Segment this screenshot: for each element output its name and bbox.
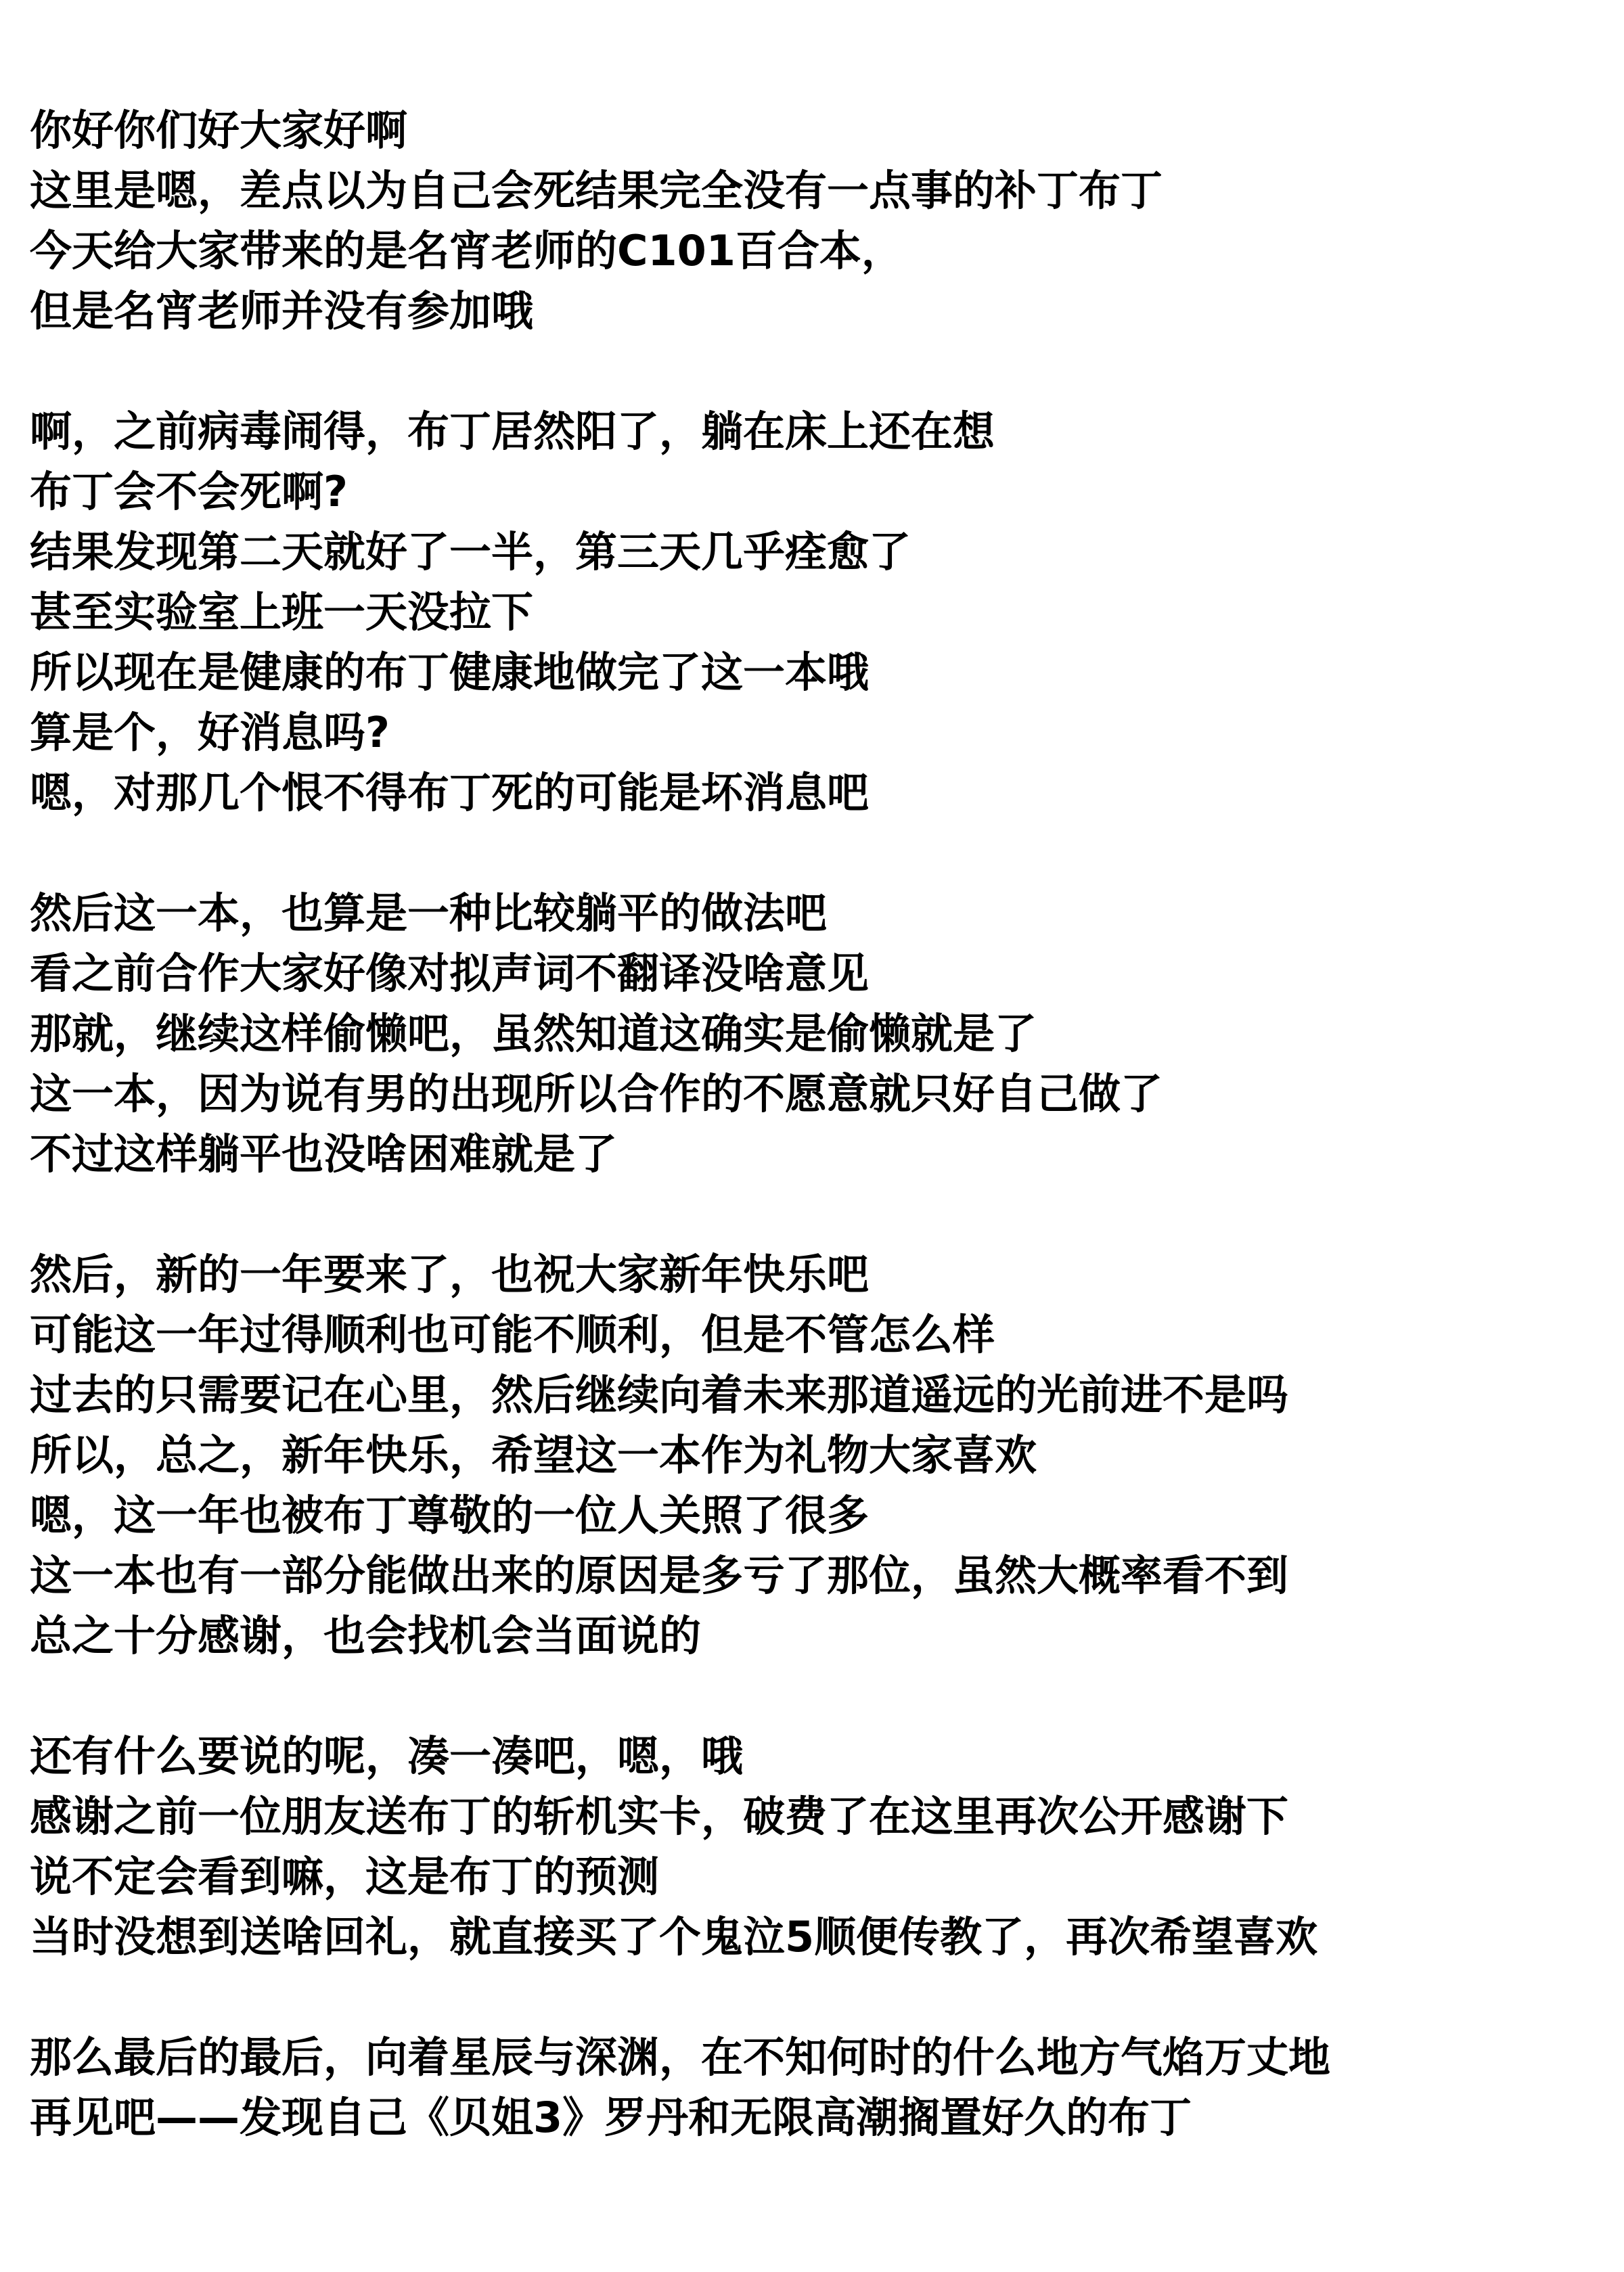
text-line: 嗯，对那几个恨不得布丁死的可能是坏消息吧 xyxy=(30,768,870,817)
paragraph-illness xyxy=(30,401,1606,823)
text-line: 算是个，好消息吗? xyxy=(30,708,390,757)
paragraph-spacer xyxy=(30,1967,1606,2027)
text-line: 然后，新的一年要来了，也祝大家新年快乐吧 xyxy=(30,1250,870,1299)
text-line: 这里是嗯，差点以为自己会死结果完全没有一点事的补丁布丁 xyxy=(30,166,1163,215)
text-line: 看之前合作大家好像对拟声词不翻译没啥意见 xyxy=(30,949,870,998)
text-line: 然后这一本，也算是一种比较躺平的做法吧 xyxy=(30,888,828,938)
paragraph-spacer xyxy=(30,823,1606,883)
text-line: 感谢之前一位朋友送布丁的斩机实卡，破费了在这里再次公开感谢下 xyxy=(30,1792,1289,1841)
text-line: 啊，之前病毒闹得，布丁居然阳了，躺在床上还在想 xyxy=(30,407,995,456)
text-line: 这一本，因为说有男的出现所以合作的不愿意就只好自己做了 xyxy=(30,1069,1163,1118)
text-line: 可能这一年过得顺利也可能不顺利，但是不管怎么样 xyxy=(30,1310,995,1359)
text-line: 布丁会不会死啊? xyxy=(30,467,348,516)
text-line: 嗯，这一年也被布丁尊敬的一位人关照了很多 xyxy=(30,1491,870,1540)
text-line: 当时没想到送啥回礼，就直接买了个鬼泣5顺便传教了，再次希望喜欢 xyxy=(30,1912,1318,1961)
text-line: 还有什么要说的呢，凑一凑吧，嗯，哦 xyxy=(30,1731,744,1781)
afterword-text xyxy=(30,100,1606,2148)
paragraph-greeting xyxy=(30,100,1606,341)
paragraph-new-year xyxy=(30,1244,1606,1666)
paragraph-spacer xyxy=(30,341,1606,401)
text-line: 过去的只需要记在心里，然后继续向着未来那道遥远的光前进不是吗 xyxy=(30,1370,1289,1419)
paragraph-thanks xyxy=(30,1726,1606,1967)
paragraph-farewell xyxy=(30,2027,1606,2148)
text-line: 今天给大家带来的是名宵老师的C101百合本， xyxy=(30,226,903,275)
text-line: 所以现在是健康的布丁健康地做完了这一本哦 xyxy=(30,647,870,697)
text-line: 那就，继续这样偷懒吧，虽然知道这确实是偷懒就是了 xyxy=(30,1009,1037,1058)
text-line: 结果发现第二天就好了一半，第三天几乎痊愈了 xyxy=(30,527,911,576)
text-line: 说不定会看到嘛，这是布丁的预测 xyxy=(30,1852,660,1901)
text-line: 你好你们好大家好啊 xyxy=(30,106,408,155)
text-line: 再见吧——发现自己《贝姐3》罗丹和无限高潮搁置好久的布丁 xyxy=(30,2093,1192,2142)
paragraph-translation-notes xyxy=(30,883,1606,1184)
text-line: 总之十分感谢，也会找机会当面说的 xyxy=(30,1611,702,1660)
text-line: 那么最后的最后，向着星辰与深渊，在不知何时的什么地方气焰万丈地 xyxy=(30,2032,1331,2082)
paragraph-spacer xyxy=(30,1666,1606,1726)
text-line: 所以，总之，新年快乐，希望这一本作为礼物大家喜欢 xyxy=(30,1430,1037,1480)
text-line: 这一本也有一部分能做出来的原因是多亏了那位，虽然大概率看不到 xyxy=(30,1551,1289,1600)
text-line: 甚至实验室上班一天没拉下 xyxy=(30,587,534,637)
text-line: 但是名宵老师并没有参加哦 xyxy=(30,286,534,336)
paragraph-spacer xyxy=(30,1184,1606,1244)
text-line: 不过这样躺平也没啥困难就是了 xyxy=(30,1129,618,1179)
